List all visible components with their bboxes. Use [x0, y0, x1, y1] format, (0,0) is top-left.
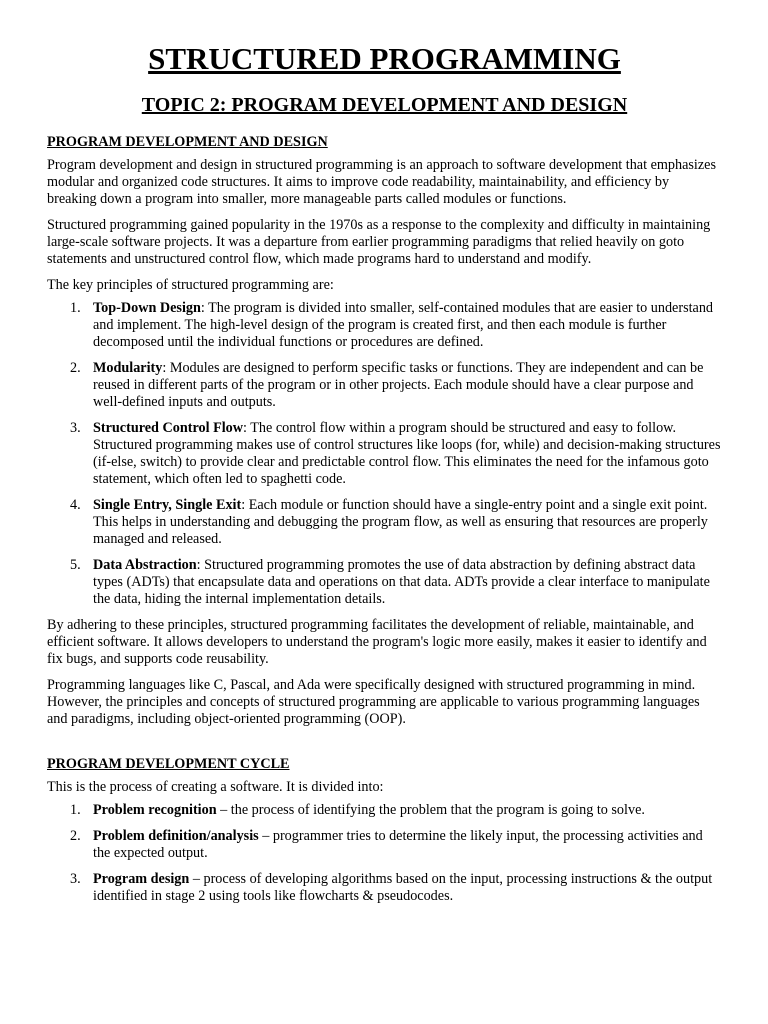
list-text: : Modules are designed to perform specific tasks or functions. They are independent and can be reused in different parts of the program or in other projects. Each module should have a clear purpose and well-defined inputs and outputs.: [93, 360, 704, 410]
list-term: Structured Control Flow: [93, 420, 244, 436]
list-item: [47, 420, 722, 488]
list-item: [47, 802, 722, 819]
list-text: – the process of identifying the problem that the program is going to solve.: [216, 802, 645, 818]
list-number: 3.: [70, 871, 81, 887]
list-number: 1.: [70, 300, 81, 316]
list-term: Modularity: [93, 360, 163, 376]
list-number: 1.: [70, 802, 81, 818]
section-heading-development-design: PROGRAM DEVELOPMENT AND DESIGN: [47, 134, 328, 150]
list-text: : The program is divided into smaller, self-contained modules that are easier to understand and implement. The high-level design of the program is created first, and then each module is further decomposed until the individual functions or procedures are defined.: [93, 300, 714, 350]
paragraph: By adhering to these principles, structured programming facilitates the development of reliable, maintainable, and efficient software. It allows developers to understand the program's logic more easily, makes it easier to identify and fix bugs, and supports code reusability.: [47, 617, 707, 667]
principles-list: [47, 300, 722, 608]
list-text: – process of developing algorithms based on the input, processing instructions & the output identified in stage 2 using tools like flowcharts & pseudocodes.: [93, 871, 713, 904]
list-text: : Each module or function should have a single-entry point and a single exit point. This helps in understanding and debugging the program flow, as well as ensuring that resources are properly managed and released.: [93, 497, 708, 547]
list-number: 4.: [70, 497, 81, 513]
list-text: – programmer tries to determine the likely input, the processing activities and the expected output.: [93, 828, 703, 861]
list-number: 3.: [70, 420, 81, 436]
list-number: 2.: [70, 360, 81, 376]
list-term: Problem definition/analysis: [93, 828, 259, 844]
list-term: Program design: [93, 871, 190, 887]
list-term: Problem recognition: [93, 802, 217, 818]
cycle-stages-list: [47, 802, 722, 905]
list-number: 5.: [70, 557, 81, 573]
list-term: Data Abstraction: [93, 557, 197, 573]
paragraph: Program development and design in structured programming is an approach to software development that emphasizes modular and organized code structures. It aims to improve code readability, maintainability, and efficiency by breaking down a program into smaller, more manageable parts called modules or functions.: [47, 157, 716, 207]
paragraph: Programming languages like C, Pascal, and Ada were specifically designed with structured programming in mind. However, the principles and concepts of structured programming are applicable to various programming languages and paradigms, including object-oriented programming (OOP).: [47, 677, 700, 727]
page-title: STRUCTURED PROGRAMMING: [148, 41, 621, 76]
list-item: [47, 871, 722, 905]
list-item: [47, 557, 722, 608]
list-text: : The control flow within a program should be structured and easy to follow. Structured programming makes use of control structures like loops (for, while) and decision-making structures (if-else, switch) to provide clear and predictable control flow. This eliminates the need for the infamous goto statement, which often led to spaghetti code.: [93, 420, 721, 487]
list-number: 2.: [70, 828, 81, 844]
list-term: Single Entry, Single Exit: [93, 497, 242, 513]
cycle-intro: This is the process of creating a software. It is divided into:: [47, 779, 384, 795]
list-item: [47, 300, 722, 351]
principles-intro: The key principles of structured programming are:: [47, 277, 334, 293]
topic-subtitle: TOPIC 2: PROGRAM DEVELOPMENT AND DESIGN: [141, 94, 628, 116]
list-text: : Structured programming promotes the use of data abstraction by defining abstract data types (ADTs) that encapsulate data and operations on that data. ADTs provide a clear interface to manipulate the data, hiding the internal implementation details.: [93, 557, 710, 607]
list-item: [47, 360, 722, 411]
list-item: [47, 828, 722, 862]
section-heading-development-cycle: PROGRAM DEVELOPMENT CYCLE: [47, 756, 290, 772]
list-term: Top-Down Design: [93, 300, 201, 316]
list-item: [47, 497, 722, 548]
paragraph: Structured programming gained popularity in the 1970s as a response to the complexity and difficulty in maintaining large-scale software projects. It was a departure from earlier programming paradigms that relied heavily on goto statements and unstructured control flow, which made programs hard to understand and modify.: [47, 217, 711, 267]
